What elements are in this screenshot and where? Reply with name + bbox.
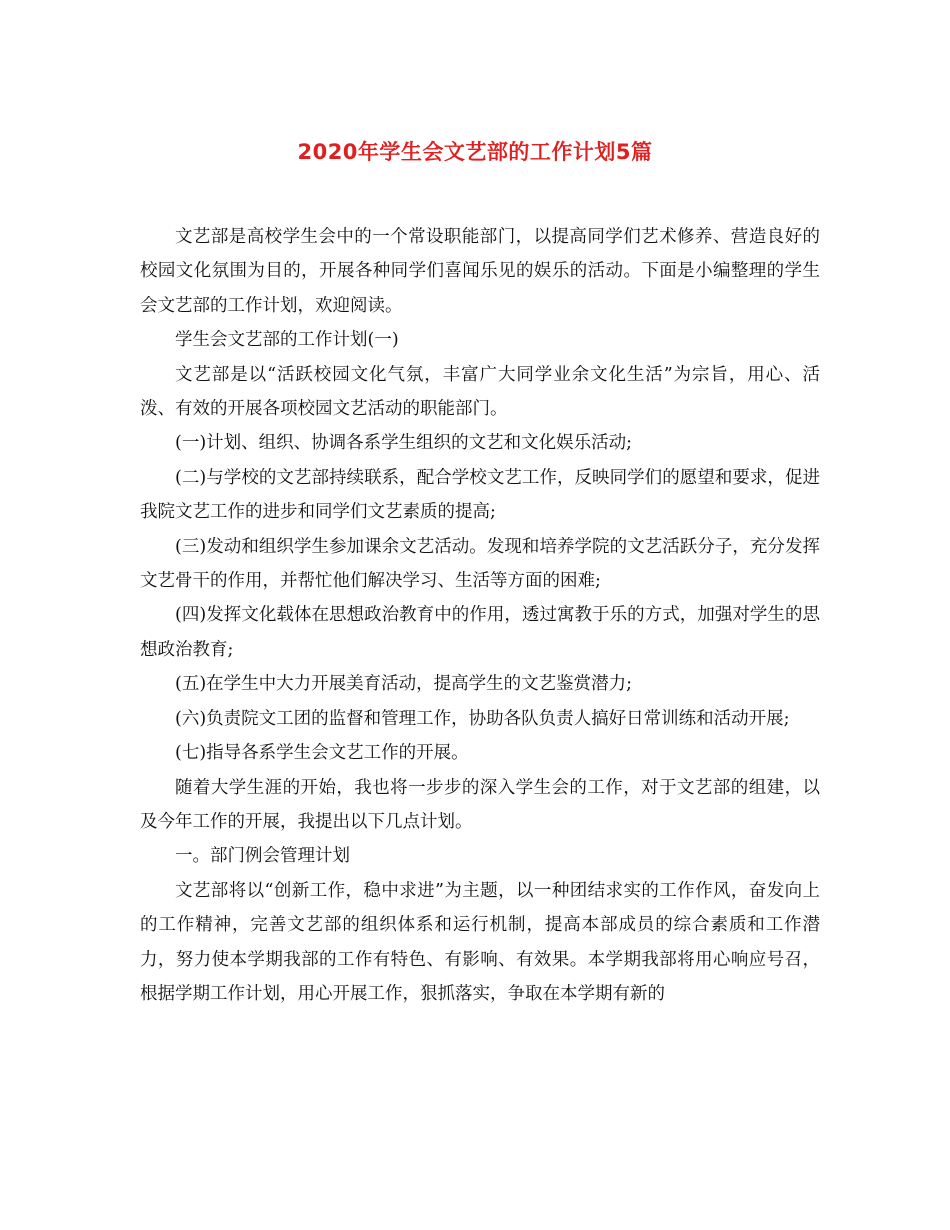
document-body	[140, 220, 820, 1011]
list-item: (三)发动和组织学生参加课余文艺活动。发现和培养学院的文艺活跃分子，充分发挥文艺骨干的作用，并帮忙他们解决学习、生活等方面的困难;	[140, 536, 820, 592]
paragraph: 文艺部是高校学生会中的一个常设职能部门，以提高同学们艺术修养、营造良好的校园文化氛围为目的，开展各种同学们喜闻乐见的娱乐的活动。下面是小编整理的学生会文艺部的工作计划，欢迎阅读。	[140, 227, 820, 316]
paragraph: 文艺部是以“活跃校园文化气氛，丰富广大同学业余文化生活”为宗旨，用心、活泼、有效的开展各项校园文艺活动的职能部门。	[140, 364, 820, 420]
list-item: (一)计划、组织、协调各系学生组织的文艺和文化娱乐活动;	[175, 433, 633, 454]
paragraph: 文艺部将以“创新工作，稳中求进”为主题，以一种团结求实的工作作风，奋发向上的工作精神，完善文艺部的组织体系和运行机制，提高本部成员的综合素质和工作潜力，努力使本学期我部的工作有特色、有影响、有效果。本学期我部将用心响应号召，根据学期工作计划，用心开展工作，狠抓落实，争取在本学期有新的	[140, 880, 820, 1004]
list-item: (四)发挥文化载体在思想政治教育中的作用，透过寓教于乐的方式，加强对学生的思想政治教育;	[140, 605, 820, 660]
list-item: (七)指导各系学生会文艺工作的开展。	[175, 743, 469, 764]
section-heading: 学生会文艺部的工作计划(一)	[175, 330, 399, 351]
paragraph: 随着大学生涯的开始，我也将一步步的深入学生会的工作，对于文艺部的组建，以及今年工作的开展，我提出以下几点计划。	[140, 777, 820, 832]
list-item: (五)在学生中大力开展美育活动，提高学生的文艺鉴赏潜力;	[175, 674, 633, 695]
list-item: (六)负责院文工团的监督和管理工作，协助各队负责人搞好日常训练和活动开展;	[175, 708, 790, 729]
list-item: (二)与学校的文艺部持续联系，配合学校文艺工作，反映同学们的愿望和要求，促进我院文艺工作的进步和同学们文艺素质的提高;	[140, 467, 820, 523]
document-title: 2020年学生会文艺部的工作计划5篇	[297, 140, 653, 164]
section-heading: 一。部门例会管理计划	[175, 846, 350, 867]
